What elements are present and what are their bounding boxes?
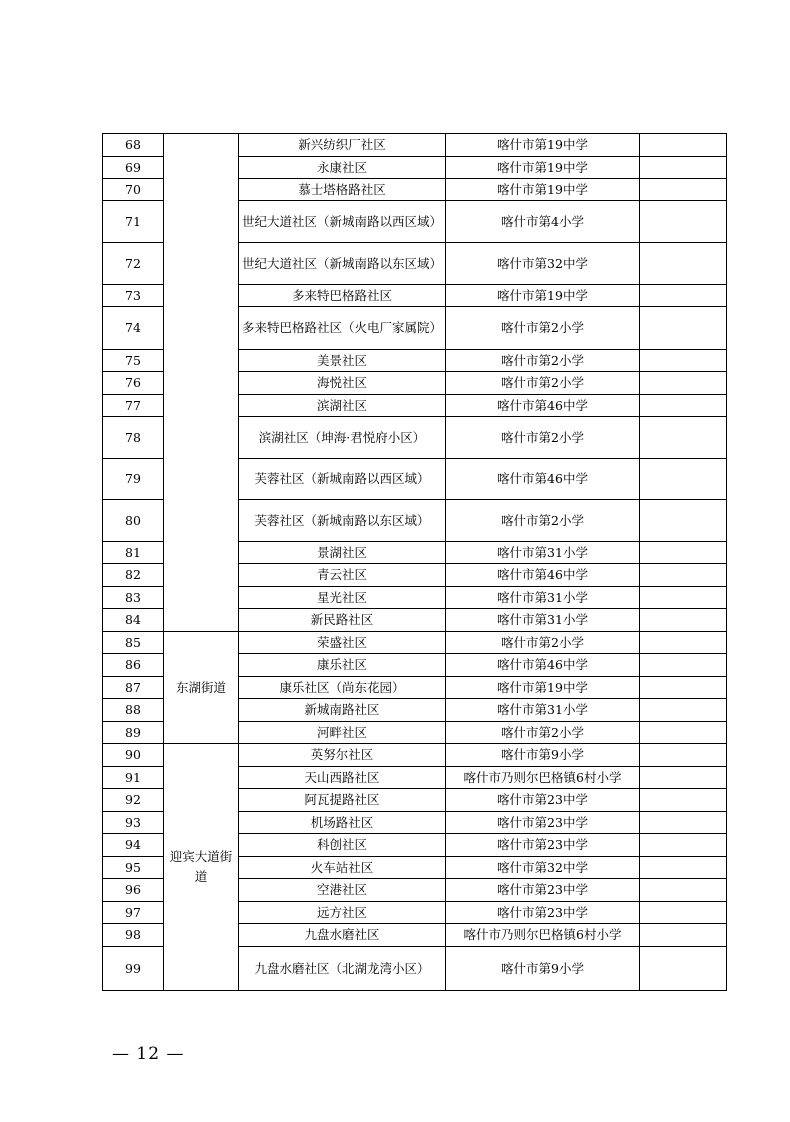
school-cell: 喀什市第46中学 — [446, 564, 640, 587]
school-cell: 喀什市第19中学 — [446, 179, 640, 201]
remark-cell — [640, 812, 727, 834]
remark-cell — [640, 542, 727, 564]
remark-cell — [640, 902, 727, 924]
community-cell: 九盘水磨社区 — [239, 924, 446, 947]
remark-cell — [640, 307, 727, 350]
community-cell: 新城南路社区 — [239, 699, 446, 722]
community-cell: 河畔社区 — [239, 722, 446, 744]
school-cell: 喀什市第19中学 — [446, 134, 640, 157]
row-number: 99 — [103, 947, 164, 991]
community-cell: 芙蓉社区（新城南路以东区域） — [239, 500, 446, 542]
remark-cell — [640, 201, 727, 243]
school-cell: 喀什市第32中学 — [446, 243, 640, 285]
school-cell: 喀什市第23中学 — [446, 834, 640, 857]
school-cell: 喀什市第2小学 — [446, 632, 640, 654]
school-cell: 喀什市第23中学 — [446, 789, 640, 812]
remark-cell — [640, 417, 727, 459]
row-number: 76 — [103, 372, 164, 395]
table-row — [103, 134, 727, 157]
row-number: 78 — [103, 417, 164, 459]
remark-cell — [640, 350, 727, 372]
community-cell: 青云社区 — [239, 564, 446, 587]
school-cell: 喀什市第19中学 — [446, 157, 640, 179]
row-number: 94 — [103, 834, 164, 857]
community-cell: 慕士塔格路社区 — [239, 179, 446, 201]
remark-cell — [640, 134, 727, 157]
row-number: 88 — [103, 699, 164, 722]
row-number: 92 — [103, 789, 164, 812]
school-cell: 喀什市乃则尔巴格镇6村小学 — [446, 767, 640, 789]
community-cell: 多来特巴格路社区 — [239, 285, 446, 307]
remark-cell — [640, 179, 727, 201]
remark-cell — [640, 564, 727, 587]
row-number: 90 — [103, 744, 164, 767]
row-number: 80 — [103, 500, 164, 542]
community-cell: 世纪大道社区（新城南路以东区域） — [239, 243, 446, 285]
community-cell: 景湖社区 — [239, 542, 446, 564]
row-number: 70 — [103, 179, 164, 201]
remark-cell — [640, 395, 727, 417]
community-cell: 科创社区 — [239, 834, 446, 857]
remark-cell — [640, 677, 727, 699]
remark-cell — [640, 632, 727, 654]
school-cell: 喀什市第9小学 — [446, 947, 640, 991]
community-cell: 星光社区 — [239, 587, 446, 609]
school-cell: 喀什市第46中学 — [446, 459, 640, 500]
row-number: 84 — [103, 609, 164, 632]
row-number: 98 — [103, 924, 164, 947]
remark-cell — [640, 879, 727, 902]
row-number: 75 — [103, 350, 164, 372]
school-cell: 喀什市第31小学 — [446, 542, 640, 564]
school-cell: 喀什市第32中学 — [446, 857, 640, 879]
remark-cell — [640, 744, 727, 767]
row-number: 91 — [103, 767, 164, 789]
street-cell: 迎宾大道街道 — [164, 744, 239, 991]
page-number: — 12 — — [112, 1044, 185, 1064]
school-cell: 喀什市第2小学 — [446, 417, 640, 459]
school-cell: 喀什市第4小学 — [446, 201, 640, 243]
row-number: 69 — [103, 157, 164, 179]
street-cell: 东湖街道 — [164, 632, 239, 744]
community-cell: 机场路社区 — [239, 812, 446, 834]
community-cell: 英努尔社区 — [239, 744, 446, 767]
community-cell: 火车站社区 — [239, 857, 446, 879]
school-cell: 喀什市第23中学 — [446, 812, 640, 834]
remark-cell — [640, 789, 727, 812]
community-cell: 多来特巴格路社区（火电厂家属院） — [239, 307, 446, 350]
school-cell: 喀什市第31小学 — [446, 609, 640, 632]
remark-cell — [640, 285, 727, 307]
remark-cell — [640, 699, 727, 722]
row-number: 79 — [103, 459, 164, 500]
remark-cell — [640, 947, 727, 991]
community-cell: 康乐社区（尚东花园） — [239, 677, 446, 699]
remark-cell — [640, 654, 727, 677]
row-number: 96 — [103, 879, 164, 902]
remark-cell — [640, 767, 727, 789]
remark-cell — [640, 243, 727, 285]
row-number: 87 — [103, 677, 164, 699]
school-cell: 喀什市第2小学 — [446, 722, 640, 744]
community-cell: 远方社区 — [239, 902, 446, 924]
community-cell: 永康社区 — [239, 157, 446, 179]
community-cell: 滨湖社区（坤海·君悦府小区） — [239, 417, 446, 459]
row-number: 81 — [103, 542, 164, 564]
row-number: 86 — [103, 654, 164, 677]
school-cell: 喀什市第2小学 — [446, 372, 640, 395]
community-cell: 荣盛社区 — [239, 632, 446, 654]
community-cell: 芙蓉社区（新城南路以西区域） — [239, 459, 446, 500]
school-cell: 喀什市第46中学 — [446, 395, 640, 417]
row-number: 77 — [103, 395, 164, 417]
school-cell: 喀什市第31小学 — [446, 587, 640, 609]
street-cell — [164, 134, 239, 632]
table-row — [103, 632, 727, 654]
community-cell: 滨湖社区 — [239, 395, 446, 417]
remark-cell — [640, 857, 727, 879]
row-number: 73 — [103, 285, 164, 307]
community-cell: 海悦社区 — [239, 372, 446, 395]
remark-cell — [640, 924, 727, 947]
row-number: 83 — [103, 587, 164, 609]
community-cell: 新民路社区 — [239, 609, 446, 632]
school-cell: 喀什市第23中学 — [446, 902, 640, 924]
community-cell: 康乐社区 — [239, 654, 446, 677]
school-cell: 喀什市第46中学 — [446, 654, 640, 677]
row-number: 82 — [103, 564, 164, 587]
school-cell: 喀什市第19中学 — [446, 285, 640, 307]
community-cell: 空港社区 — [239, 879, 446, 902]
community-cell: 世纪大道社区（新城南路以西区域） — [239, 201, 446, 243]
row-number: 95 — [103, 857, 164, 879]
community-cell: 阿瓦提路社区 — [239, 789, 446, 812]
community-cell: 九盘水磨社区（北湖龙湾小区） — [239, 947, 446, 991]
school-cell: 喀什市第2小学 — [446, 500, 640, 542]
row-number: 89 — [103, 722, 164, 744]
remark-cell — [640, 834, 727, 857]
community-cell: 新兴纺织厂社区 — [239, 134, 446, 157]
remark-cell — [640, 609, 727, 632]
remark-cell — [640, 500, 727, 542]
school-cell: 喀什市第23中学 — [446, 879, 640, 902]
school-cell: 喀什市第19中学 — [446, 677, 640, 699]
remark-cell — [640, 157, 727, 179]
community-cell: 美景社区 — [239, 350, 446, 372]
remark-cell — [640, 722, 727, 744]
school-cell: 喀什市第31小学 — [446, 699, 640, 722]
row-number: 72 — [103, 243, 164, 285]
row-number: 85 — [103, 632, 164, 654]
row-number: 97 — [103, 902, 164, 924]
school-cell: 喀什市第2小学 — [446, 350, 640, 372]
school-cell: 喀什市第2小学 — [446, 307, 640, 350]
school-cell: 喀什市第9小学 — [446, 744, 640, 767]
remark-cell — [640, 372, 727, 395]
row-number: 93 — [103, 812, 164, 834]
row-number: 74 — [103, 307, 164, 350]
row-number: 68 — [103, 134, 164, 157]
remark-cell — [640, 587, 727, 609]
row-number: 71 — [103, 201, 164, 243]
allocation-table — [102, 133, 727, 991]
remark-cell — [640, 459, 727, 500]
community-cell: 天山西路社区 — [239, 767, 446, 789]
table-row — [103, 744, 727, 767]
school-cell: 喀什市乃则尔巴格镇6村小学 — [446, 924, 640, 947]
